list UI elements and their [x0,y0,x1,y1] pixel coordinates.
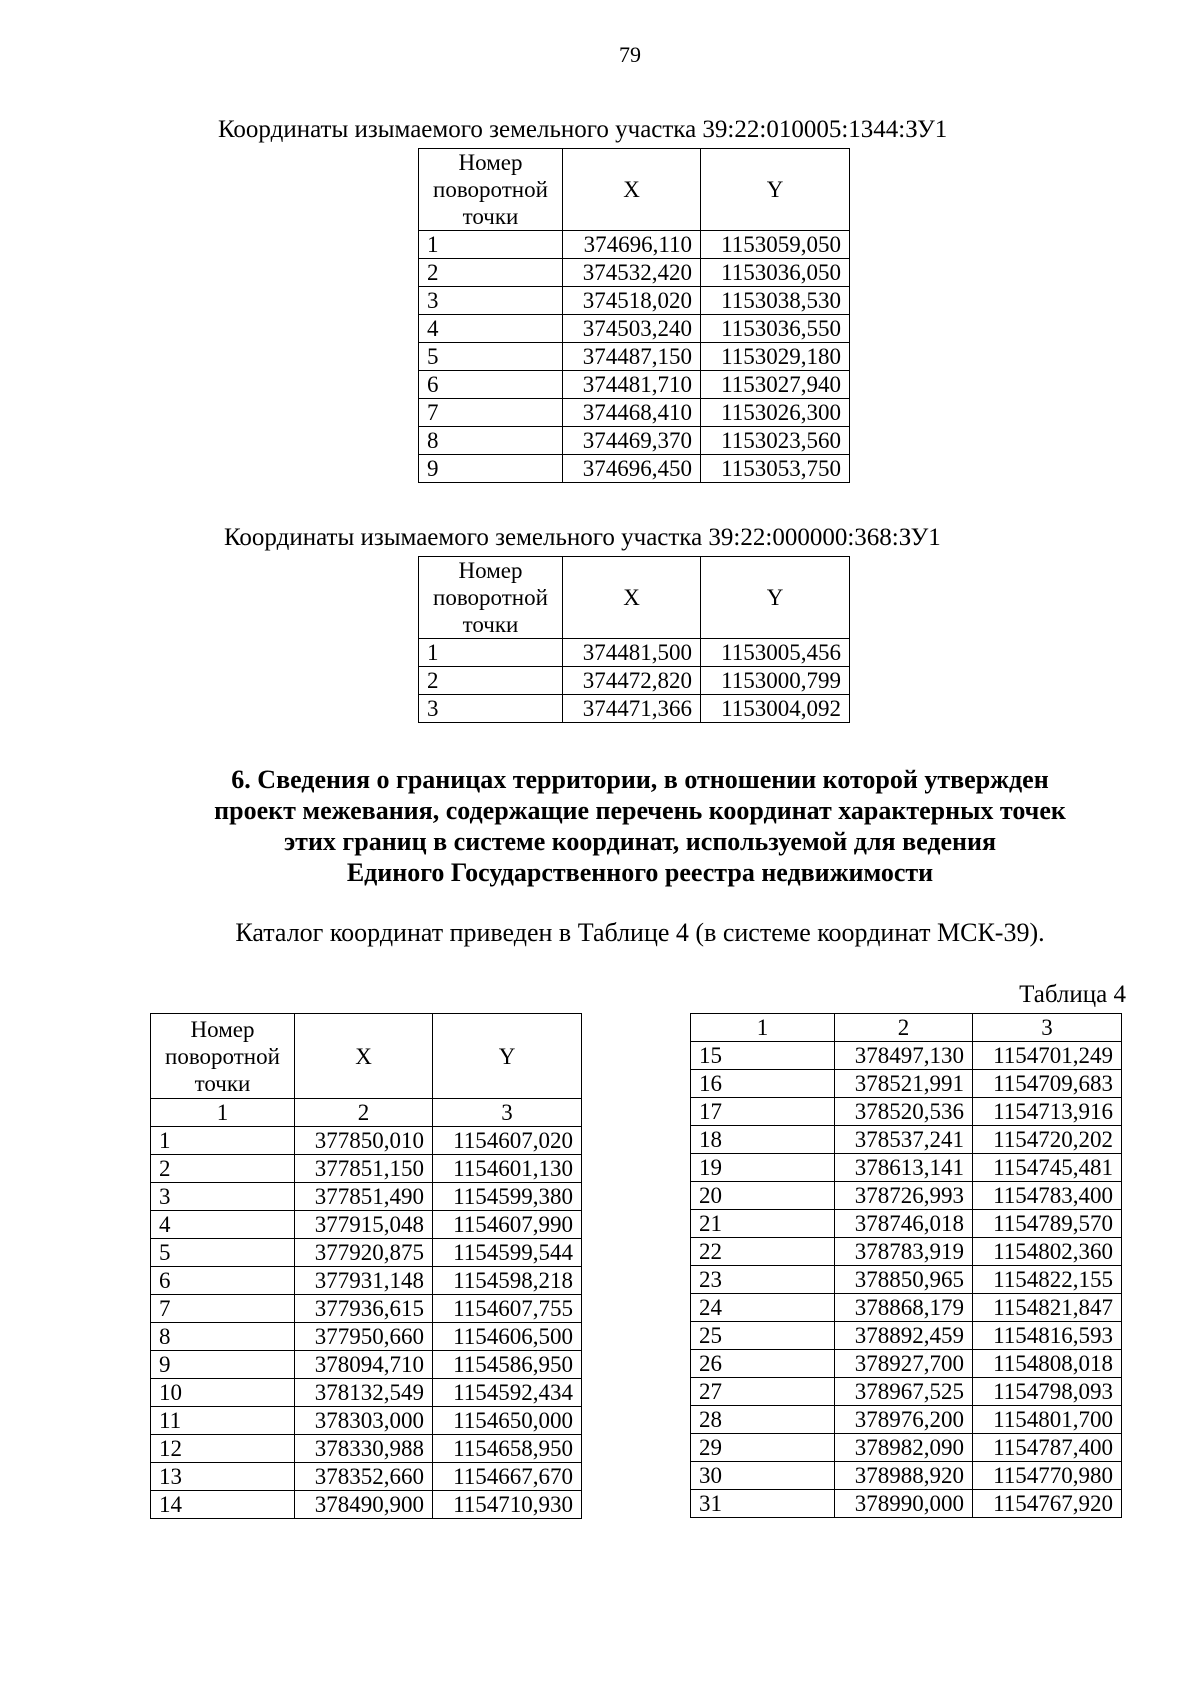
table4-right-point-number: 21 [691,1210,835,1238]
table1-point-number: 1 [419,231,563,259]
table1-row [419,371,850,399]
section-title-line: 6. Сведения о границах территории, в отношении которой утвержден [231,765,1049,794]
table4-right-row [691,1294,1122,1322]
section-title-line: этих границ в системе координат, используемой для ведения [283,827,997,856]
table4-right-row [691,1210,1122,1238]
table4-right-x-value: 378850,965 [835,1266,973,1294]
table1-point-number: 5 [419,343,563,371]
table1-y-value: 1153036,050 [701,259,850,287]
table4-left-point-number: 1 [151,1127,295,1155]
table2-row [419,639,850,667]
table4-right-y-value: 1154798,093 [973,1378,1122,1406]
table4-left-x-value: 378490,900 [295,1491,433,1519]
table2-point-number: 2 [419,667,563,695]
table1-point-number: 6 [419,371,563,399]
table4-right-row [691,1322,1122,1350]
table4-right-point-number: 28 [691,1406,835,1434]
table4-left-y-value: 1154598,218 [433,1267,582,1295]
table4-right-y-value: 1154701,249 [973,1042,1122,1070]
table4-right-point-number: 24 [691,1294,835,1322]
table4-right-x-value: 378976,200 [835,1406,973,1434]
table4-right-row [691,1378,1122,1406]
table4-right-x-value: 378613,141 [835,1154,973,1182]
table4-right-point-number: 19 [691,1154,835,1182]
table4-right-y-value: 1154816,593 [973,1322,1122,1350]
table4-left-x-value: 377851,490 [295,1183,433,1211]
table4-left-row [151,1407,582,1435]
table4-right-y-value: 1154789,570 [973,1210,1122,1238]
table4-colnum: 3 [973,1014,1122,1042]
table4-left-point-number: 13 [151,1463,295,1491]
table1-caption: Координаты изымаемого земельного участка 39:22:010005:1344:ЗУ1 [218,116,948,143]
table4-right-point-number: 15 [691,1042,835,1070]
table4-left-x-value: 377931,148 [295,1267,433,1295]
table4-left-row [151,1211,582,1239]
table2-y-value: 1153000,799 [701,667,850,695]
table1-point-number: 8 [419,427,563,455]
table4-right-row [691,1182,1122,1210]
table4-right-point-number: 18 [691,1126,835,1154]
table4-left-y-value: 1154599,380 [433,1183,582,1211]
table2-x-value: 374481,500 [563,639,701,667]
table4-right-point-number: 16 [691,1070,835,1098]
table4-right-x-value: 378537,241 [835,1126,973,1154]
table4-left-x-value: 377936,615 [295,1295,433,1323]
table1-header-y: Y [701,149,850,231]
table4-left-row [151,1379,582,1407]
table4-right-row [691,1462,1122,1490]
table4-right-y-value: 1154801,700 [973,1406,1122,1434]
catalog-intro: Каталог координат приведен в Таблице 4 (в системе координат МСК-39). [235,918,1045,947]
table4-left-x-value: 378330,988 [295,1435,433,1463]
table1-row [419,259,850,287]
table4-colnum: 2 [295,1099,433,1127]
table2-header-y: Y [701,557,850,639]
table4-right-x-value: 378967,525 [835,1378,973,1406]
section-title-line: Единого Государственного реестра недвижимости [346,858,934,887]
table4-left-x-value: 377920,875 [295,1239,433,1267]
table4-right-x-value: 378746,018 [835,1210,973,1238]
table4-left-y-value: 1154607,990 [433,1211,582,1239]
table4-right-y-value: 1154745,481 [973,1154,1122,1182]
table1-header-point: Номер поворотной точки [419,149,563,231]
table4-left-point-number: 6 [151,1267,295,1295]
table4-right-y-value: 1154713,916 [973,1098,1122,1126]
table4-right [690,1013,1122,1518]
table4-right-x-value: 378521,991 [835,1070,973,1098]
table2-header-x: X [563,557,701,639]
table4-right-row [691,1154,1122,1182]
table4-left-point-number: 12 [151,1435,295,1463]
table4-right-point-number: 20 [691,1182,835,1210]
table2-point-number: 3 [419,695,563,723]
table4-right-x-value: 378988,920 [835,1462,973,1490]
table4-left-x-value: 378303,000 [295,1407,433,1435]
table4-left-row [151,1491,582,1519]
table4-right-row [691,1434,1122,1462]
table2-y-value: 1153004,092 [701,695,850,723]
table4-left-point-number: 5 [151,1239,295,1267]
table2-header-row [419,557,850,639]
table4-right-row [691,1098,1122,1126]
table4-right-x-value: 378892,459 [835,1322,973,1350]
table4-right-x-value: 378726,993 [835,1182,973,1210]
table4-right-row [691,1350,1122,1378]
section-title [100,764,1180,888]
table4-right-row [691,1070,1122,1098]
table4-left-colnum-row [151,1099,582,1127]
table4-right-y-value: 1154802,360 [973,1238,1122,1266]
table2-x-value: 374471,366 [563,695,701,723]
table1-header-x: X [563,149,701,231]
table4-right-row [691,1490,1122,1518]
table4-right-y-value: 1154787,400 [973,1434,1122,1462]
table4-left-x-value: 377850,010 [295,1127,433,1155]
table4-right-point-number: 26 [691,1350,835,1378]
table1-point-number: 4 [419,315,563,343]
table4-left-point-number: 4 [151,1211,295,1239]
table4-header-y: Y [433,1014,582,1099]
table4-right-point-number: 25 [691,1322,835,1350]
table1-x-value: 374696,110 [563,231,701,259]
table4-left-row [151,1323,582,1351]
table1 [418,148,850,483]
table4-left-row [151,1463,582,1491]
table4-right-point-number: 22 [691,1238,835,1266]
table1-x-value: 374503,240 [563,315,701,343]
table4-left-row [151,1127,582,1155]
table4-left-point-number: 8 [151,1323,295,1351]
table2 [418,556,850,723]
table1-point-number: 2 [419,259,563,287]
table2-row [419,667,850,695]
table4-left-point-number: 14 [151,1491,295,1519]
table4-left-header-row [151,1014,582,1099]
table4-left-row [151,1155,582,1183]
table4-left-y-value: 1154606,500 [433,1323,582,1351]
table1-y-value: 1153029,180 [701,343,850,371]
table4-right-point-number: 23 [691,1266,835,1294]
table4-left-row [151,1267,582,1295]
table4-colnum: 2 [835,1014,973,1042]
table1-point-number: 9 [419,455,563,483]
table4-left-row [151,1435,582,1463]
table4-left-point-number: 9 [151,1351,295,1379]
table1-x-value: 374481,710 [563,371,701,399]
table4-left-y-value: 1154586,950 [433,1351,582,1379]
table4-left-x-value: 377915,048 [295,1211,433,1239]
table4-left-point-number: 7 [151,1295,295,1323]
table1-x-value: 374468,410 [563,399,701,427]
table1-x-value: 374518,020 [563,287,701,315]
table4-colnum: 3 [433,1099,582,1127]
table4-left-row [151,1295,582,1323]
table4-right-x-value: 378497,130 [835,1042,973,1070]
table4-right-point-number: 17 [691,1098,835,1126]
table2-y-value: 1153005,456 [701,639,850,667]
table4-left-row [151,1351,582,1379]
table4-left-point-number: 10 [151,1379,295,1407]
table4-right-colnum-row [691,1014,1122,1042]
table1-y-value: 1153038,530 [701,287,850,315]
table4-right-point-number: 29 [691,1434,835,1462]
table4-left-y-value: 1154599,544 [433,1239,582,1267]
table4-right-x-value: 378927,700 [835,1350,973,1378]
table2-header-point: Номер поворотной точки [419,557,563,639]
table4-left-x-value: 377950,660 [295,1323,433,1351]
table4-right-y-value: 1154783,400 [973,1182,1122,1210]
table1-y-value: 1153026,300 [701,399,850,427]
table4-colnum: 1 [151,1099,295,1127]
table4-left-y-value: 1154607,755 [433,1295,582,1323]
table4-left-x-value: 378352,660 [295,1463,433,1491]
table4-left-point-number: 11 [151,1407,295,1435]
table1-row [419,315,850,343]
table4-left-x-value: 378132,549 [295,1379,433,1407]
table4-right-point-number: 27 [691,1378,835,1406]
table4-right-row [691,1042,1122,1070]
table4-right-point-number: 30 [691,1462,835,1490]
table4-right-y-value: 1154822,155 [973,1266,1122,1294]
table4-right-row [691,1266,1122,1294]
table1-x-value: 374487,150 [563,343,701,371]
table4-right-y-value: 1154709,683 [973,1070,1122,1098]
table4-right-row [691,1126,1122,1154]
table4-left-y-value: 1154601,130 [433,1155,582,1183]
table4-right-x-value: 378982,090 [835,1434,973,1462]
table1-y-value: 1153053,750 [701,455,850,483]
table1-y-value: 1153059,050 [701,231,850,259]
table4-right-y-value: 1154770,980 [973,1462,1122,1490]
table4-right-y-value: 1154821,847 [973,1294,1122,1322]
table1-point-number: 7 [419,399,563,427]
table4-left-y-value: 1154710,930 [433,1491,582,1519]
table1-y-value: 1153036,550 [701,315,850,343]
table1-row [419,455,850,483]
table4-label: Таблица 4 [1019,981,1126,1008]
table4-left-x-value: 378094,710 [295,1351,433,1379]
table4-left-y-value: 1154607,020 [433,1127,582,1155]
table4-left-y-value: 1154650,000 [433,1407,582,1435]
table4-right-y-value: 1154767,920 [973,1490,1122,1518]
table1-x-value: 374532,420 [563,259,701,287]
table4-right-row [691,1406,1122,1434]
table1-row [419,287,850,315]
table4-left-row [151,1239,582,1267]
table4-left [150,1013,582,1519]
table4-right-x-value: 378783,919 [835,1238,973,1266]
table1-x-value: 374469,370 [563,427,701,455]
table4-header-point: Номер поворотной точки [151,1014,295,1099]
table4-left-point-number: 3 [151,1183,295,1211]
table4-right-x-value: 378520,536 [835,1098,973,1126]
table4-right-row [691,1238,1122,1266]
table1-row [419,343,850,371]
table1-x-value: 374696,450 [563,455,701,483]
table1-row [419,231,850,259]
table2-row [419,695,850,723]
table4-left-row [151,1183,582,1211]
table4-left-y-value: 1154658,950 [433,1435,582,1463]
table4-left-x-value: 377851,150 [295,1155,433,1183]
table4-right-x-value: 378990,000 [835,1490,973,1518]
table1-row [419,427,850,455]
page-number: 79 [619,42,641,67]
table1-y-value: 1153027,940 [701,371,850,399]
table4-right-y-value: 1154720,202 [973,1126,1122,1154]
table4-left-y-value: 1154667,670 [433,1463,582,1491]
table4-right-point-number: 31 [691,1490,835,1518]
table1-row [419,399,850,427]
table1-point-number: 3 [419,287,563,315]
table2-caption: Координаты изымаемого земельного участка 39:22:000000:368:ЗУ1 [224,524,941,551]
table4-right-y-value: 1154808,018 [973,1350,1122,1378]
section-title-line: проект межевания, содержащие перечень координат характерных точек [214,796,1066,825]
table1-y-value: 1153023,560 [701,427,850,455]
table4-left-point-number: 2 [151,1155,295,1183]
table4-colnum: 1 [691,1014,835,1042]
table1-header-row [419,149,850,231]
table2-x-value: 374472,820 [563,667,701,695]
table2-point-number: 1 [419,639,563,667]
table4-left-y-value: 1154592,434 [433,1379,582,1407]
table4-header-x: X [295,1014,433,1099]
table4-right-x-value: 378868,179 [835,1294,973,1322]
